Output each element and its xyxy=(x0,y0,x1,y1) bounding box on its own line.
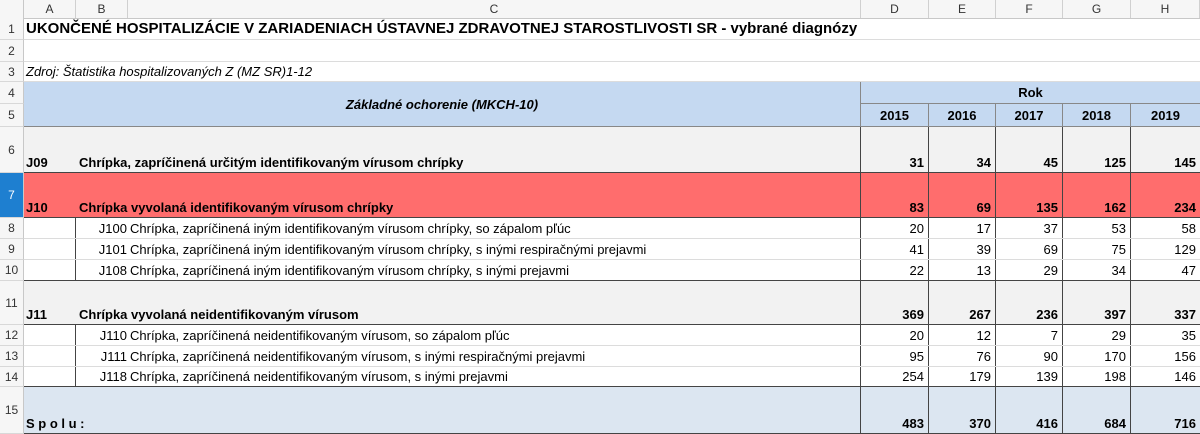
value-2019[interactable]: 234 xyxy=(1174,200,1196,215)
year-header-2016[interactable]: 2016 xyxy=(929,104,996,126)
value-2018[interactable]: 75 xyxy=(1063,239,1131,259)
value-2016[interactable]: 179 xyxy=(929,367,996,386)
value-2016[interactable]: 34 xyxy=(929,127,996,172)
row-header-9[interactable]: 9 xyxy=(0,239,24,260)
row-header-3[interactable]: 3 xyxy=(0,62,24,82)
value-2017[interactable]: 69 xyxy=(996,239,1063,259)
empty-cell[interactable] xyxy=(24,218,76,238)
value-2015[interactable]: 254 xyxy=(861,367,929,386)
column-header-f[interactable]: F xyxy=(996,0,1063,18)
value-2017[interactable]: 7 xyxy=(996,325,1063,345)
row-header-5[interactable]: 5 xyxy=(0,104,24,127)
value-2018[interactable]: 397 xyxy=(1063,281,1131,324)
value-2019[interactable]: 156 xyxy=(1174,348,1196,364)
value-2016[interactable]: 13 xyxy=(929,260,996,280)
value-2015[interactable]: 369 xyxy=(861,281,929,324)
select-all-corner[interactable] xyxy=(0,0,24,18)
value-2015[interactable]: 95 xyxy=(861,346,929,366)
value-2015[interactable]: 20 xyxy=(861,218,929,238)
value-2016[interactable]: 39 xyxy=(929,239,996,259)
group-name[interactable]: Chrípka vyvolaná neidentifikovaným vírusom xyxy=(76,281,861,324)
value-2018[interactable]: 29 xyxy=(1063,325,1131,345)
empty-cell[interactable] xyxy=(24,325,76,345)
row-header-2[interactable]: 2 xyxy=(0,40,24,62)
column-header-c[interactable]: C xyxy=(128,0,861,18)
row-header-14[interactable]: 14 xyxy=(0,367,24,387)
sub-code[interactable]: J101 xyxy=(98,241,127,257)
value-2019[interactable]: 145 xyxy=(1174,155,1196,170)
sub-name[interactable]: Chrípka, zapríčinená iným identifikovaným vírusom chrípky, so zápalom pľúc xyxy=(128,218,861,238)
value-2017[interactable]: 29 xyxy=(996,260,1063,280)
sub-row-j111 xyxy=(24,346,1200,367)
value-2015[interactable]: 83 xyxy=(861,173,929,217)
empty-row xyxy=(24,40,1200,62)
value-2019[interactable]: 146 xyxy=(1174,369,1196,384)
value-2019[interactable]: 129 xyxy=(1174,241,1196,257)
sub-name[interactable]: Chrípka, zapríčinená iným identifikovaným vírusom chrípky, s inými prejavmi xyxy=(128,260,861,280)
row-header-13[interactable]: 13 xyxy=(0,346,24,367)
group-row-j09 xyxy=(24,127,1200,173)
column-header-d[interactable]: D xyxy=(861,0,929,18)
value-2015[interactable]: 41 xyxy=(861,239,929,259)
sub-code[interactable]: J108 xyxy=(98,262,127,278)
value-2015[interactable]: 20 xyxy=(861,325,929,345)
empty-cell[interactable] xyxy=(24,260,76,280)
title-row xyxy=(24,18,1200,40)
value-2018[interactable]: 125 xyxy=(1063,127,1131,172)
value-2019[interactable]: 35 xyxy=(1181,327,1196,343)
value-2018[interactable]: 53 xyxy=(1063,218,1131,238)
sub-code[interactable]: J118 xyxy=(99,369,127,384)
row-header-6[interactable]: 6 xyxy=(0,127,24,173)
value-2016[interactable]: 17 xyxy=(929,218,996,238)
year-group-header[interactable]: Rok xyxy=(861,82,1200,104)
row-header-11[interactable]: 11 xyxy=(0,281,24,325)
total-row xyxy=(24,387,1200,434)
group-code[interactable]: J09 xyxy=(26,155,48,170)
value-2015[interactable]: 22 xyxy=(861,260,929,280)
sub-name[interactable]: Chrípka, zapríčinená neidentifikovaným vírusom, so zápalom pľúc xyxy=(128,325,861,345)
group-name[interactable]: Chrípka, zapríčinená určitým identifikovaným vírusom chrípky xyxy=(76,127,861,172)
source-row xyxy=(24,62,1200,82)
row-header-7[interactable]: 7 xyxy=(0,173,24,218)
empty-cell[interactable] xyxy=(24,346,76,366)
row-header-15[interactable]: 15 xyxy=(0,387,24,434)
total-2015[interactable]: 483 xyxy=(861,387,929,433)
row-header-12[interactable]: 12 xyxy=(0,325,24,346)
value-2015[interactable]: 31 xyxy=(861,127,929,172)
total-2016[interactable]: 370 xyxy=(929,387,996,433)
sheet-title[interactable]: UKONČENÉ HOSPITALIZÁCIE V ZARIADENIACH ÚSTAVNEJ ZDRAVOTNEJ STAROSTLIVOSTI SR - vybrané diagnózy xyxy=(26,20,858,37)
sub-code[interactable]: J111 xyxy=(100,348,127,364)
sub-row-j110 xyxy=(24,325,1200,346)
value-2016[interactable]: 69 xyxy=(929,173,996,217)
group-code[interactable]: J10 xyxy=(26,200,48,215)
total-2019[interactable]: 716 xyxy=(1174,416,1196,431)
year-header-2019[interactable]: 2019 xyxy=(1131,104,1200,126)
value-2017[interactable]: 135 xyxy=(996,173,1063,217)
sub-name[interactable]: Chrípka, zapríčinená iným identifikovaným vírusom chrípky, s inými respiračnými prejavmi xyxy=(128,239,861,259)
column-header-e[interactable]: E xyxy=(929,0,996,18)
value-2018[interactable]: 170 xyxy=(1063,346,1131,366)
sub-name[interactable]: Chrípka, zapríčinená neidentifikovaným vírusom, s inými prejavmi xyxy=(128,367,861,386)
value-2019[interactable]: 58 xyxy=(1181,220,1196,236)
value-2018[interactable]: 198 xyxy=(1063,367,1131,386)
empty-cell[interactable] xyxy=(24,367,76,386)
source-note[interactable]: Zdroj: Štatistika hospitalizovaných Z (MZ SR)1-12 xyxy=(26,64,313,79)
row-header-4[interactable]: 4 xyxy=(0,82,24,104)
group-code[interactable]: J11 xyxy=(26,307,47,322)
column-header-g[interactable]: G xyxy=(1063,0,1131,18)
year-header-2017[interactable]: 2017 xyxy=(996,104,1063,126)
value-2016[interactable]: 12 xyxy=(929,325,996,345)
year-header-2015[interactable]: 2015 xyxy=(861,104,929,126)
sub-row-j118 xyxy=(24,367,1200,387)
row-header-1[interactable]: 1 xyxy=(0,18,24,40)
value-2017[interactable]: 45 xyxy=(996,127,1063,172)
value-2018[interactable]: 34 xyxy=(1063,260,1131,280)
value-2018[interactable]: 162 xyxy=(1063,173,1131,217)
group-row-j11 xyxy=(24,281,1200,325)
year-header-2018[interactable]: 2018 xyxy=(1063,104,1131,126)
group-name[interactable]: Chrípka vyvolaná identifikovaným vírusom chrípky xyxy=(76,173,861,217)
value-2019[interactable]: 337 xyxy=(1174,307,1196,322)
value-2016[interactable]: 267 xyxy=(929,281,996,324)
sub-code[interactable]: J110 xyxy=(99,327,127,343)
sub-row-j100 xyxy=(24,218,1200,239)
row-header-8[interactable]: 8 xyxy=(0,218,24,239)
sub-code[interactable]: J100 xyxy=(98,220,127,236)
total-2018[interactable]: 684 xyxy=(1063,387,1131,433)
year-header-row xyxy=(861,104,1200,127)
sub-name[interactable]: Chrípka, zapríčinená neidentifikovaným vírusom, s inými respiračnými prejavmi xyxy=(128,346,861,366)
value-2017[interactable]: 236 xyxy=(996,281,1063,324)
disease-header-cell[interactable]: Základné ochorenie (MKCH-10) xyxy=(24,82,861,127)
sub-row-j108 xyxy=(24,260,1200,281)
value-2017[interactable]: 37 xyxy=(996,218,1063,238)
empty-cell[interactable] xyxy=(24,239,76,259)
column-header-b[interactable]: B xyxy=(76,0,128,18)
sub-row-j101 xyxy=(24,239,1200,260)
value-2016[interactable]: 76 xyxy=(929,346,996,366)
column-header-bar xyxy=(0,0,1200,19)
total-2017[interactable]: 416 xyxy=(996,387,1063,433)
value-2019[interactable]: 47 xyxy=(1181,262,1196,278)
total-label[interactable]: S p o l u : xyxy=(24,387,861,433)
column-header-a[interactable]: A xyxy=(24,0,76,18)
row-header-10[interactable]: 10 xyxy=(0,260,24,281)
group-row-j10 xyxy=(24,173,1200,218)
column-header-h[interactable]: H xyxy=(1131,0,1200,18)
value-2017[interactable]: 139 xyxy=(996,367,1063,386)
value-2017[interactable]: 90 xyxy=(996,346,1063,366)
